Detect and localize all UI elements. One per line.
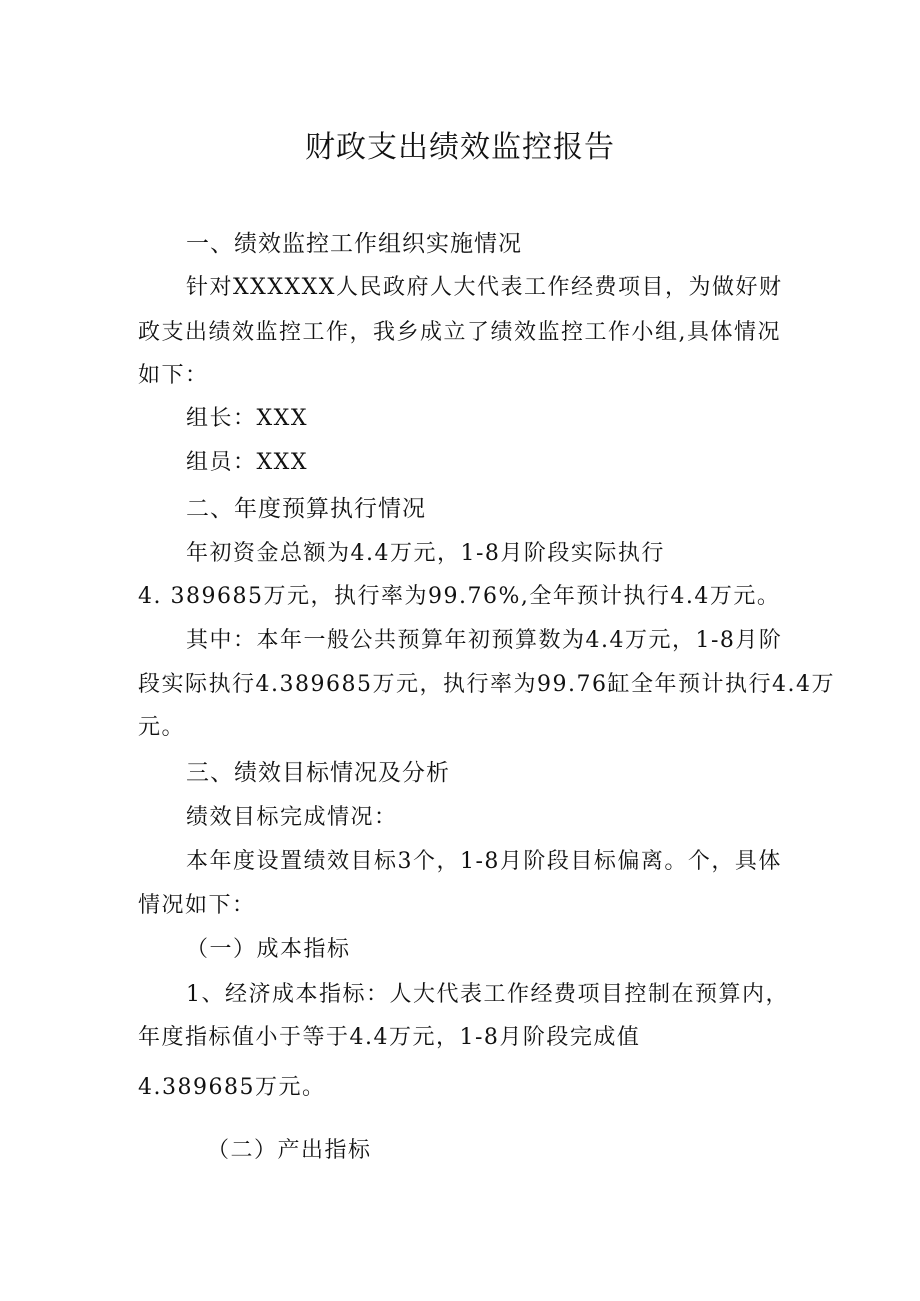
group-member-line: 组员：XXX bbox=[186, 450, 308, 475]
item-1-line-2: 年度指标值小于等于4.4万元，1-8月阶段完成值 bbox=[138, 1025, 641, 1050]
section-1-paragraph-line-1: 针对XXXXXX人民政府人大代表工作经费项目，为做好财 bbox=[186, 275, 783, 300]
section-2-paragraph-1-line-1: 年初资金总额为4.4万元，1-8月阶段实际执行 bbox=[186, 541, 665, 566]
document-title: 财政支出绩效监控报告 bbox=[305, 130, 615, 165]
subsection-output-indicator: （二）产出指标 bbox=[207, 1138, 372, 1163]
section-2-paragraph-2-line-1: 其中：本年一般公共预算年初预算数为4.4万元，1-8月阶 bbox=[186, 628, 783, 653]
section-2-paragraph-2-line-3: 元。 bbox=[138, 715, 186, 740]
section-2-paragraph-1-line-2: 4. 389685万元，执行率为99.76%,全年预计执行4.4万元。 bbox=[138, 584, 781, 609]
section-2-paragraph-2-line-2: 段实际执行4.389685万元，执行率为99.76缸全年预计执行4.4万 bbox=[138, 672, 835, 697]
subsection-cost-indicator: （一）成本指标 bbox=[186, 937, 351, 962]
section-3-paragraph-line-2: 情况如下： bbox=[138, 893, 256, 918]
item-1-line-1: 1、经济成本指标：人大代表工作经费项目控制在预算内， bbox=[186, 982, 789, 1007]
goal-completion-label: 绩效目标完成情况： bbox=[186, 805, 398, 830]
section-1-paragraph-line-2: 政支出绩效监控工作，我乡成立了绩效监控工作小组,具体情况 bbox=[138, 320, 781, 345]
item-1-line-3: 4.389685万元。 bbox=[138, 1075, 326, 1100]
section-3-heading: 三、绩效目标情况及分析 bbox=[186, 760, 450, 786]
section-2-heading: 二、年度预算执行情况 bbox=[186, 496, 426, 522]
section-3-paragraph-line-1: 本年度设置绩效目标3个，1-8月阶段目标偏离。个，具体 bbox=[186, 849, 782, 874]
section-1-heading: 一、绩效监控工作组织实施情况 bbox=[186, 231, 522, 257]
section-1-paragraph-line-3: 如下： bbox=[138, 363, 209, 388]
group-leader-line: 组长：XXX bbox=[186, 406, 308, 431]
